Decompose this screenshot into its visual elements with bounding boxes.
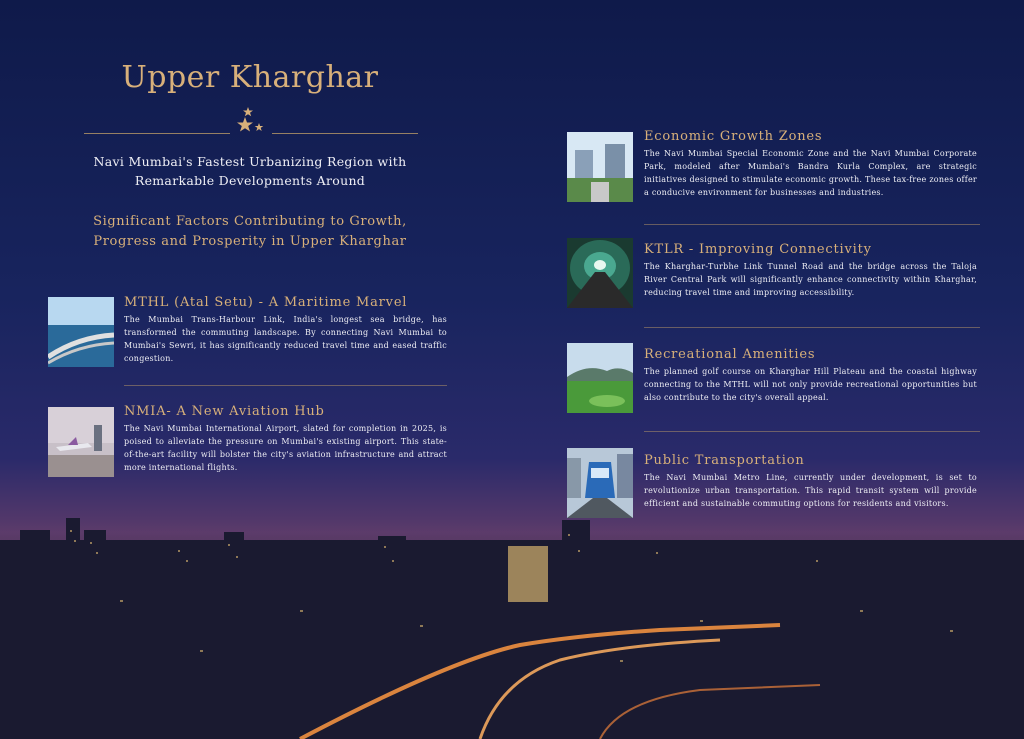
business-towers-thumbnail	[567, 132, 633, 202]
title-divider-right	[272, 133, 418, 134]
section-divider	[644, 327, 980, 328]
title-divider-left	[84, 133, 230, 134]
city-skyline-image	[0, 500, 1024, 739]
feature-title: NMIA- A New Aviation Hub	[124, 404, 325, 419]
feature-text: The Navi Mumbai International Airport, slated for completion in 2025, is poised to alleviate the pressure on Mumbai's existing airport. This state-of-the-art facility will bolster the city's aviation infrastructure and attract more international flights.	[124, 424, 447, 472]
bridge-thumbnail	[48, 297, 114, 367]
feature-title: KTLR - Improving Connectivity	[644, 242, 872, 257]
page-title: Upper Kharghar	[121, 60, 379, 95]
feature-title: MTHL (Atal Setu) - A Maritime Marvel	[124, 295, 408, 310]
feature-item-recreation	[644, 347, 977, 404]
feature-item-transportation	[644, 453, 977, 510]
section-divider	[644, 224, 980, 225]
airport-thumbnail	[48, 407, 114, 477]
feature-item-economic-zones	[644, 129, 977, 199]
feature-title: Public Transportation	[644, 453, 805, 468]
feature-title: Economic Growth Zones	[644, 129, 823, 144]
stars-icon	[234, 106, 266, 136]
feature-text: The Kharghar-Turbhe Link Tunnel Road and the bridge across the Taloja River Central Park will significantly enhance connectivity within Kharghar, reducing travel time and improving accessibility.	[644, 262, 977, 297]
feature-text: The Navi Mumbai Special Economic Zone and the Navi Mumbai Corporate Park, modeled after Mumbai's Bandra Kurla Complex, are strategic initiatives designed to stimulate economic growth. These tax-free zones offer a conducive environment for businesses and industries.	[644, 149, 977, 197]
feature-item-mthl	[124, 295, 447, 365]
feature-item-nmia	[124, 404, 447, 474]
feature-title: Recreational Amenities	[644, 347, 816, 362]
tunnel-thumbnail	[567, 238, 633, 308]
feature-text: The Mumbai Trans-Harbour Link, India's longest sea bridge, has transformed the commuting landscape. By connecting Navi Mumbai to Mumbai's Sewri, it has significantly reduced travel time and eased traffic congestion.	[124, 315, 447, 363]
factors-heading: Significant Factors Contributing to Growth, Progress and Prosperity in Upper Kharghar	[93, 214, 407, 249]
feature-item-ktlr	[644, 242, 977, 299]
golf-course-thumbnail	[567, 343, 633, 413]
section-divider	[124, 385, 447, 386]
feature-text: The planned golf course on Kharghar Hill Plateau and the coastal highway connecting to the MTHL will not only provide recreational opportunities but also contribute to the city's overall appeal.	[644, 367, 977, 402]
feature-text: The Navi Mumbai Metro Line, currently under development, is set to revolutionize urban transportation. This rapid transit system will provide efficient and sustainable commuting options for residents and visitors.	[644, 473, 977, 508]
section-divider	[644, 431, 980, 432]
intro-text: Navi Mumbai's Fastest Urbanizing Region with Remarkable Developments Around	[93, 154, 407, 188]
metro-thumbnail	[567, 448, 633, 518]
